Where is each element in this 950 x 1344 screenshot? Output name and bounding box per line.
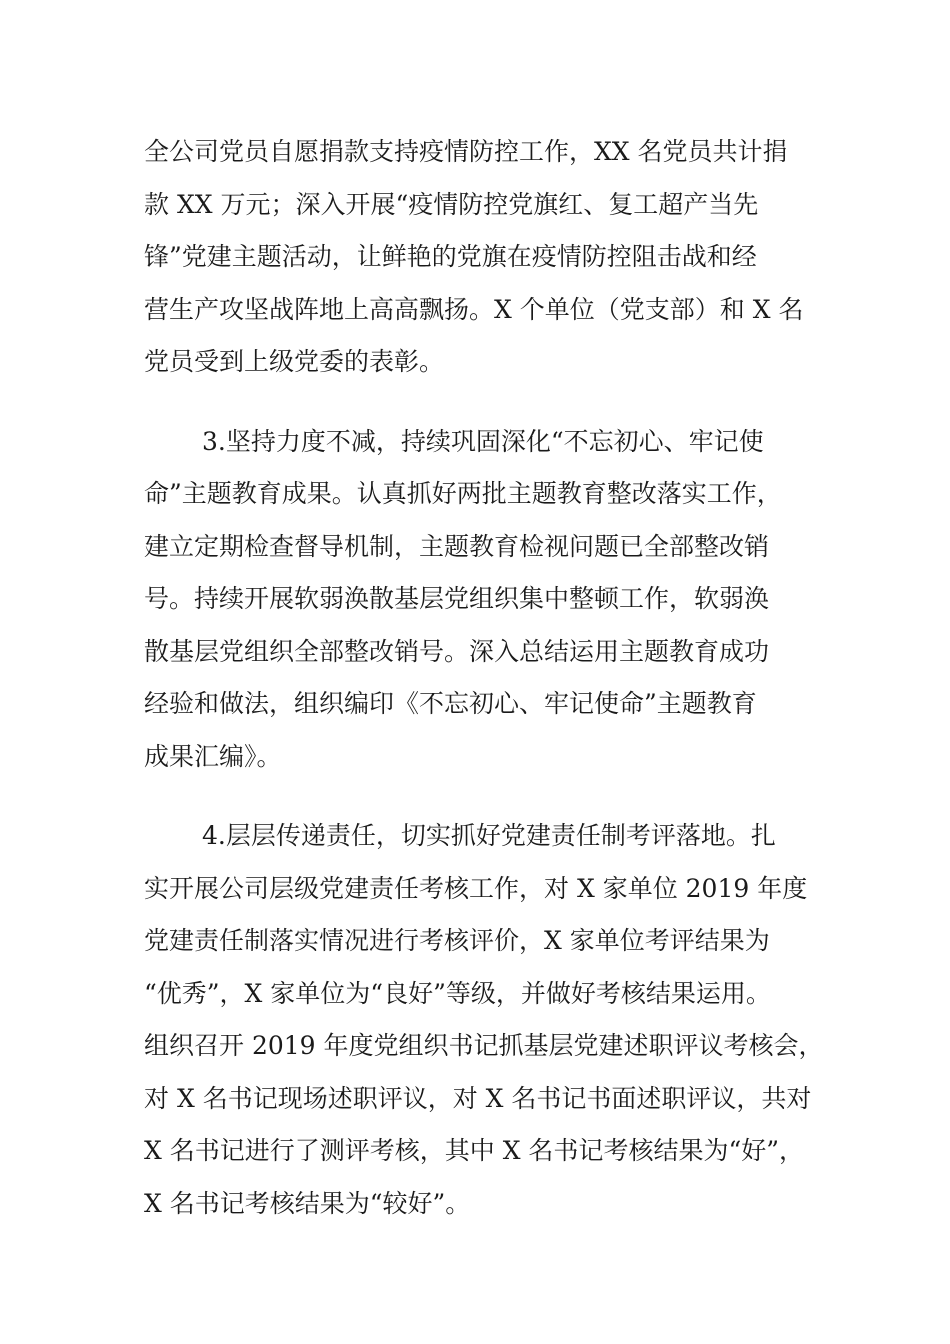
paragraph-2 <box>144 416 814 784</box>
document-body <box>144 126 824 1230</box>
paragraph-line: 营生产攻坚战阵地上高高飘扬。X 个单位（党支部）和 X 名 <box>144 294 804 324</box>
paragraph-line: 党建责任制落实情况进行考核评价，X 家单位考评结果为 <box>144 926 770 955</box>
paragraph-line: 党员受到上级党委的表彰。 <box>144 347 445 376</box>
paragraph-line: 实开展公司层级党建责任考核工作，对 X 家单位 2019 年度 <box>144 873 808 903</box>
paragraph-line: “优秀”，X 家单位为“良好”等级，并做好考核结果运用。 <box>144 978 771 1008</box>
paragraph-line: 3.坚持力度不减，持续巩固深化“不忘初心、牢记使 <box>202 426 764 456</box>
paragraph-line: 锋”党建主题活动，让鲜艳的党旗在疫情防控阻击战和经 <box>144 242 757 271</box>
paragraph-line: 全公司党员自愿捐款支持疫情防控工作，XX 名党员共计捐 <box>144 137 788 166</box>
paragraph-line: 4.层层传递责任，切实抓好党建责任制考评落地。扎 <box>202 821 776 850</box>
paragraph-line: X 名书记考核结果为“较好”。 <box>144 1188 471 1218</box>
paragraph-line: X 名书记进行了测评考核，其中 X 名书记考核结果为“好”， <box>144 1136 804 1165</box>
paragraph-line: 建立定期检查督导机制，主题教育检视问题已全部整改销 <box>144 531 770 561</box>
paragraph-line: 款 XX 万元；深入开展“疫情防控党旗红、复工超产当先 <box>144 189 759 219</box>
paragraph-1 <box>144 126 814 389</box>
paragraph-line: 对 X 名书记现场述职评议，对 X 名书记书面述职评议，共对 <box>144 1083 812 1113</box>
paragraph-line: 号。持续开展软弱涣散基层党组织集中整顿工作，软弱涣 <box>144 584 770 613</box>
paragraph-line: 成果汇编》。 <box>144 741 282 771</box>
paragraph-3 <box>144 810 824 1230</box>
paragraph-line: 经验和做法，组织编印《不忘初心、牢记使命”主题教育 <box>144 689 757 718</box>
paragraph-line: 散基层党组织全部整改销号。深入总结运用主题教育成功 <box>144 636 770 666</box>
paragraph-line: 组织召开 2019 年度党组织书记抓基层党建述职评议考核会， <box>144 1031 824 1060</box>
paragraph-line: 命”主题教育成果。认真抓好两批主题教育整改落实工作， <box>144 479 782 508</box>
